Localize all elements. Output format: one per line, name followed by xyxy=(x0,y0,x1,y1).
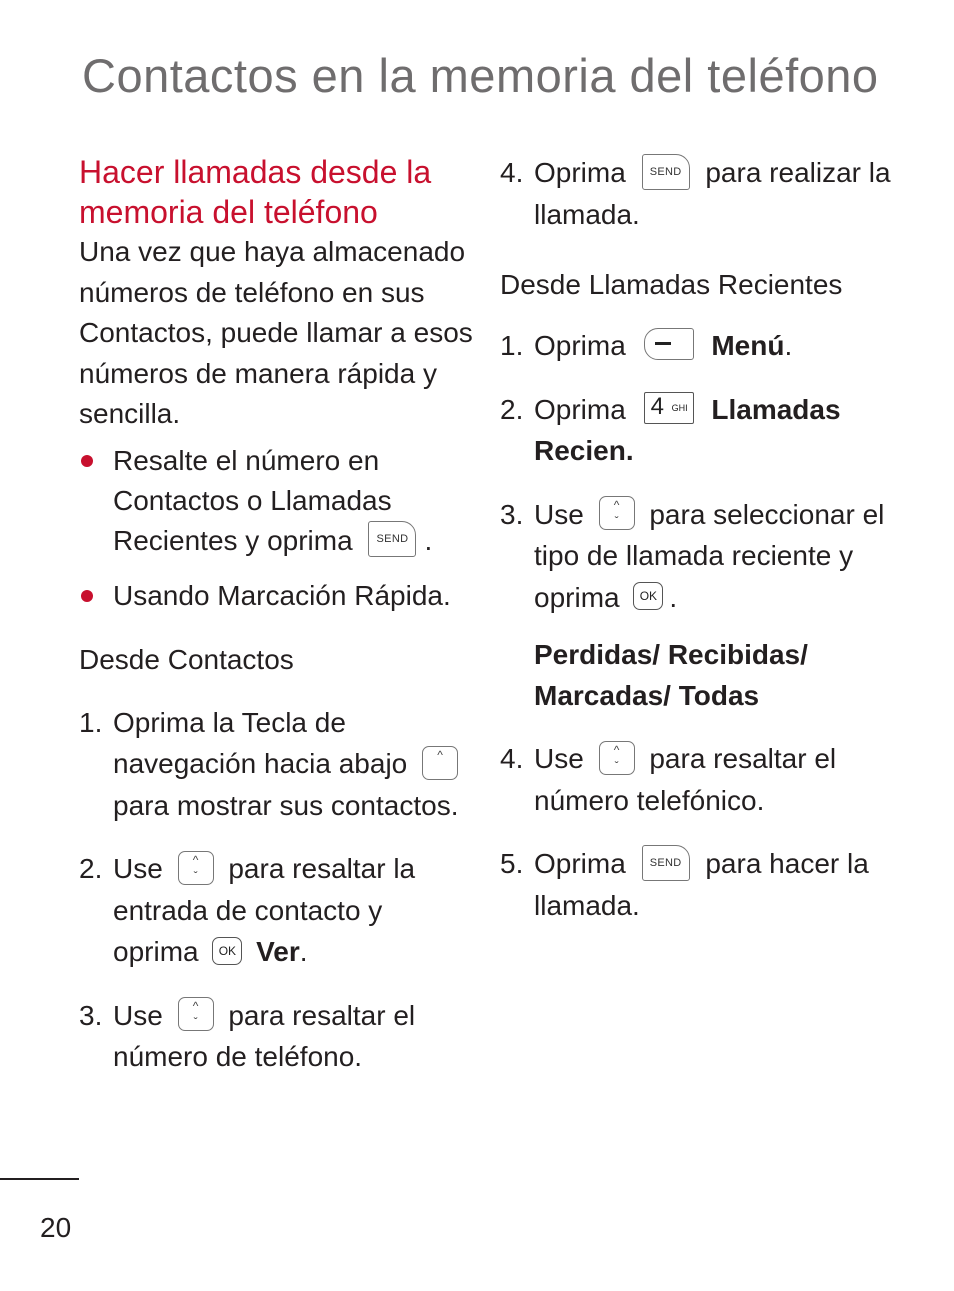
list-item: Usando Marcación Rápida. xyxy=(79,576,474,616)
page-number: 20 xyxy=(40,1212,72,1243)
menu-key-icon xyxy=(644,328,694,360)
step-item: 2. Use ^ ˇ para resaltar la entrada de contacto y oprima OK Ver. xyxy=(79,852,416,967)
section-heading-line1: Hacer llamadas desde la xyxy=(79,154,432,190)
right-column xyxy=(500,152,900,926)
step-item: 3. Use ^ ˇ para seleccionar el tipo de llamada reciente y oprima OK . xyxy=(500,498,885,613)
footer-rule xyxy=(0,1178,79,1180)
step-item: 5. Oprima SEND para hacer la llamada. xyxy=(500,843,900,926)
steps-list xyxy=(79,702,474,1078)
send-key-icon: SEND xyxy=(368,521,416,557)
intro-paragraph: Una vez que haya almacenado números de teléfono en sus Contactos, puede llamar a esos números de manera rápida y sencilla. xyxy=(79,236,473,429)
subheading-desde-llamadas-recientes: Desde Llamadas Recientes xyxy=(500,269,843,300)
step-item: 4. Use ^ ˇ para resaltar el número telefónico. xyxy=(500,742,837,816)
nav-key-icon: ^ ˇ xyxy=(178,851,214,885)
bullet-icon xyxy=(81,590,93,602)
bullet-list xyxy=(79,441,474,616)
send-key-icon: SEND xyxy=(642,845,690,881)
bullet-icon xyxy=(81,455,93,467)
recent-steps-list-continued xyxy=(500,738,900,926)
steps-list-continued xyxy=(500,152,900,235)
nav-key-icon: ^ ˇ xyxy=(599,496,635,530)
page-title: Contactos en la memoria del teléfono xyxy=(82,49,879,102)
step-item: 1. Oprima Menú. xyxy=(500,325,900,367)
nav-key-icon: ^ xyxy=(422,746,458,780)
subheading-desde-contactos: Desde Contactos xyxy=(79,643,294,675)
recent-call-types: Perdidas/ Recibidas/ Marcadas/ Todas xyxy=(534,639,808,711)
ok-key-icon: OK xyxy=(633,582,663,610)
section-heading-line2: memoria del teléfono xyxy=(79,194,378,230)
four-key-icon: 4 GHI xyxy=(644,392,694,424)
left-column xyxy=(79,152,474,1078)
section-heading xyxy=(79,152,474,232)
step-item: 2. Oprima 4 GHI Llamadas Recien. xyxy=(500,393,841,466)
step-item: 3. Use ^ ˇ para resaltar el número de teléfono. xyxy=(79,999,416,1072)
step-item: 4. Oprima SEND para realizar la llamada. xyxy=(500,152,900,235)
list-item: Resalte el número en Contactos o Llamadas Recientes y oprima SEND . xyxy=(79,441,474,561)
ok-key-icon: OK xyxy=(212,937,242,965)
nav-key-icon: ^ ˇ xyxy=(599,741,635,775)
nav-key-icon: ^ ˇ xyxy=(178,997,214,1031)
step-item: 1. Oprima la Tecla de navegación hacia abajo ^ para mostrar sus contactos. xyxy=(79,706,459,821)
send-key-icon: SEND xyxy=(642,154,690,190)
recent-steps-list xyxy=(500,325,900,618)
